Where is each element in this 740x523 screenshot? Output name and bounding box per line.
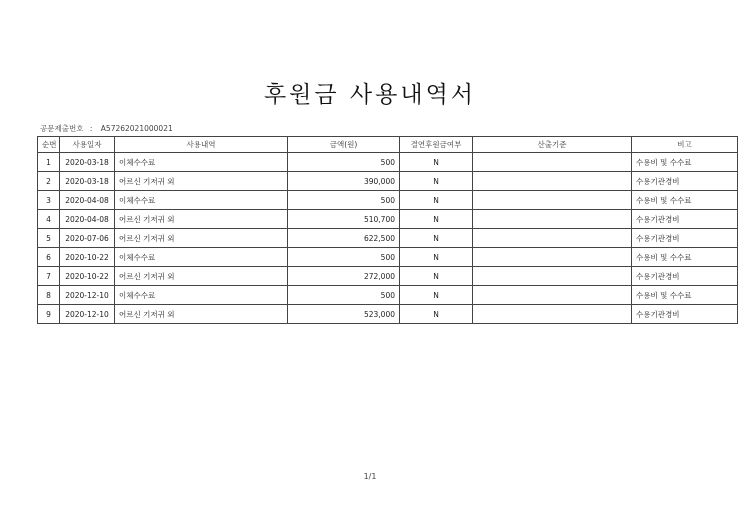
table-row: [38, 267, 738, 286]
usage-table: [37, 136, 738, 324]
cell-basis: [473, 267, 632, 286]
cell-basis: [473, 248, 632, 267]
cell-desc: 어르신 기저귀 외: [115, 267, 288, 286]
header-desc: 사용내역: [115, 137, 288, 153]
cell-desc: 이체수수료: [115, 191, 288, 210]
header-basis: 산출기준: [473, 137, 632, 153]
cell-basis: [473, 229, 632, 248]
cell-date: 2020-04-08: [60, 191, 115, 210]
cell-no: 3: [38, 191, 60, 210]
cell-note: 수용기관경비: [632, 210, 738, 229]
table-row: [38, 286, 738, 305]
cell-date: 2020-10-22: [60, 267, 115, 286]
cell-sponsor: N: [400, 286, 473, 305]
cell-desc: 어르신 기저귀 외: [115, 210, 288, 229]
cell-desc: 이체수수료: [115, 286, 288, 305]
cell-date: 2020-10-22: [60, 248, 115, 267]
cell-note: 수용기관경비: [632, 267, 738, 286]
cell-note: 수용비 및 수수료: [632, 153, 738, 172]
cell-basis: [473, 210, 632, 229]
table-row: [38, 210, 738, 229]
cell-amount: 622,500: [288, 229, 400, 248]
cell-note: 수용비 및 수수료: [632, 191, 738, 210]
cell-sponsor: N: [400, 305, 473, 324]
cell-no: 1: [38, 153, 60, 172]
cell-desc: 이체수수료: [115, 248, 288, 267]
table-row: [38, 305, 738, 324]
table-row: [38, 248, 738, 267]
table-row: [38, 153, 738, 172]
cell-date: 2020-03-18: [60, 153, 115, 172]
header-note: 비고: [632, 137, 738, 153]
cell-amount: 272,000: [288, 267, 400, 286]
cell-date: 2020-03-18: [60, 172, 115, 191]
cell-date: 2020-04-08: [60, 210, 115, 229]
doc-number-label: 공문제출번호: [40, 124, 84, 133]
cell-no: 7: [38, 267, 60, 286]
cell-basis: [473, 305, 632, 324]
header-date: 사용일자: [60, 137, 115, 153]
page-number: 1/1: [363, 472, 377, 481]
cell-sponsor: N: [400, 248, 473, 267]
table-row: [38, 229, 738, 248]
cell-sponsor: N: [400, 172, 473, 191]
cell-no: 6: [38, 248, 60, 267]
cell-date: 2020-12-10: [60, 305, 115, 324]
header-sponsor: 결연후원금여부: [400, 137, 473, 153]
cell-no: 2: [38, 172, 60, 191]
cell-note: 수용기관경비: [632, 229, 738, 248]
cell-amount: 500: [288, 286, 400, 305]
cell-note: 수용비 및 수수료: [632, 286, 738, 305]
header-amount: 금액(원): [288, 137, 400, 153]
cell-basis: [473, 286, 632, 305]
cell-amount: 510,700: [288, 210, 400, 229]
cell-amount: 500: [288, 248, 400, 267]
cell-desc: 어르신 기저귀 외: [115, 305, 288, 324]
table-header-row: [38, 137, 738, 153]
cell-basis: [473, 172, 632, 191]
cell-no: 5: [38, 229, 60, 248]
cell-sponsor: N: [400, 267, 473, 286]
cell-basis: [473, 191, 632, 210]
cell-note: 수용기관경비: [632, 305, 738, 324]
cell-basis: [473, 153, 632, 172]
table-row: [38, 172, 738, 191]
cell-desc: 어르신 기저귀 외: [115, 229, 288, 248]
cell-sponsor: N: [400, 229, 473, 248]
doc-number-value: A57262021000021: [100, 124, 173, 133]
cell-amount: 523,000: [288, 305, 400, 324]
cell-desc: 어르신 기저귀 외: [115, 172, 288, 191]
cell-sponsor: N: [400, 191, 473, 210]
cell-amount: 500: [288, 153, 400, 172]
cell-amount: 390,000: [288, 172, 400, 191]
cell-amount: 500: [288, 191, 400, 210]
doc-number-separator: :: [89, 124, 93, 133]
cell-note: 수용기관경비: [632, 172, 738, 191]
page-title: 후원금 사용내역서: [263, 82, 477, 108]
doc-number-line: [40, 123, 173, 134]
cell-no: 4: [38, 210, 60, 229]
header-no: 순번: [38, 137, 60, 153]
cell-date: 2020-07-06: [60, 229, 115, 248]
cell-no: 9: [38, 305, 60, 324]
cell-desc: 이체수수료: [115, 153, 288, 172]
cell-sponsor: N: [400, 153, 473, 172]
cell-note: 수용비 및 수수료: [632, 248, 738, 267]
cell-date: 2020-12-10: [60, 286, 115, 305]
cell-no: 8: [38, 286, 60, 305]
table-row: [38, 191, 738, 210]
cell-sponsor: N: [400, 210, 473, 229]
